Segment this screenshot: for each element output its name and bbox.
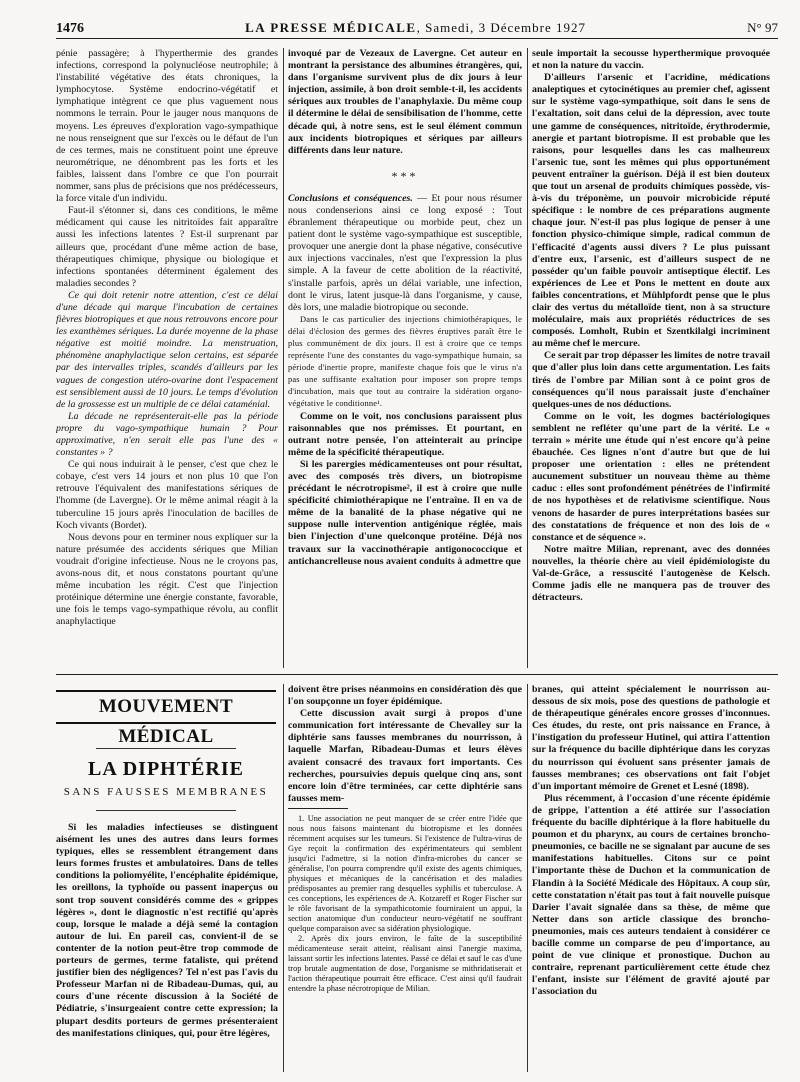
paragraph: seule importait la secousse hyperthermique provoquée et non la nature du vaccin. <box>532 48 770 72</box>
section-title: MOUVEMENT MÉDICAL <box>56 690 276 724</box>
paragraph: Ce qui nous induirait à le penser, c'est que chez le cobaye, c'est vers 14 jours et non plus 10 que l'on retrouve l'équivalent des manifestations sériques de l'homme (de Lavergne). Or le même animal réagit à la tuberculine 15 jours après l'inoculation de bacilles de Koch vivants (Bordet). <box>56 459 278 531</box>
section-separator: *** <box>391 168 419 183</box>
article-title: LA DIPHTÉRIE <box>88 758 244 780</box>
conclusions-heading: Conclusions et conséquences. <box>288 192 413 204</box>
paragraph: Cette discussion avait surgi à propos d'une communication fort intéressante de Chevalley sur la diphtérie sans fausses membranes du nourrisson, à laquelle Marfan, Ribadeau-Dumas et leurs élèves avaient consacré des travaux fort importants. Ces recherches, poursuivies depuis quelque cinq ans, sont encore loin d'être terminées, car cette diphtérie sans fausses mem- <box>288 708 522 804</box>
column-divider <box>283 48 284 668</box>
footnote-rule <box>288 808 348 809</box>
paragraph: Comme on le voit, nos conclusions paraissent plus raisonnables que nos prémisses. Et pourtant, en outrant notre pensée, l'on atteinterait au principe même de la spécificité thérapeutique. <box>288 410 522 458</box>
column-divider <box>283 684 284 1072</box>
paragraph: D'ailleurs l'arsenic et l'acridine, médications analeptiques et cytocinétiques au premier chef, agissent sur le système vago-sympathique, soit dans le sens de l'exaltation, soit dans celui de la dépression, avec toute une gamme de conséquences, nitritoïde, érythrodermie, anergie et partant biotropisme. Il est probable que les raisons, pour lesquelles dans les cas malheureux l'arsenic tue, sont les mêmes qui plus opportunément peuvent entraîner la guérison. Déjà il est bien douteux que tout un arsenal de produits chimiques possède, vis-à-vis du tréponème, un pouvoir microbicide réputé spécifique : le nombre de ces préparations augmente chaque jour. N'est-il pas plus logique de penser à une fonction physico-chimique simple, radical commun de l'efficacité d'agents aussi divers ? Le plus puissant d'entre eux, l'arsenic, est d'ailleurs suspect de ne posséder qu'un faible pouvoir antiseptique électif. Les expériences de Lee et Pons le mettent en doute aux faibles concentrations, et Mühlpfordt pense que le plus clair des vertus du métalloïde tient, non à sa structure moléculaire, mais aux propriétés réductrices de ses composés. Lomholt, Rubin et Szentkilalgi incriminent au même chef le mercure. <box>532 72 770 350</box>
title-rule <box>96 810 236 811</box>
column-divider <box>527 48 528 668</box>
article-subtitle: SANS FAUSSES MEMBRANES <box>63 786 269 798</box>
bottom-column-1 <box>56 822 278 1072</box>
bottom-column-3 <box>532 684 770 1072</box>
top-column-3 <box>532 48 770 668</box>
footnote: 2. Après dix jours environ, le faîte de la susceptibilité médicamenteuse serait atteint, réalisant ainsi l'anergie maxima, laissant sortir les infections latentes. Passé ce délai et sauf le cas d'une trop brutale augmentation de dose, l'organisme se mithridatiserait et l'action thérapeutique pourrait être efficace. C'est ainsi qu'il faudrait entendre la phase nécrotropique de Milian. <box>288 934 522 993</box>
paragraph: Plus récemment, à l'occasion d'une récente épidémie de grippe, l'attention a été attirée sur l'association fréquente du bacille diphtérique à la flore habituelle du poumon et du pharynx, au cours de certaines broncho-pneumonies, ce bacille ne se signalant par aucune de ses manifestations habituelles. Citons sur ce point l'importante thèse de Duchon et la communication de Flandin à la Société Médicale des Hôpitaux. A coup sûr, cette constatation n'était pas tout à fait nouvelle puisque Darier l'avait signalée dans sa thèse, de même que Netter dans son article classique des broncho-pneumonies, mais ces auteurs tendaient à considérer ce bacille comme un comparse de peu d'importance, au point de vue clinique et pronostique. Duchon au contraire, reprenant particulièrement cette étude chez l'enfant, insiste sur l'élément de gravité ajouté par l'association du <box>532 792 770 998</box>
section-divider <box>56 674 778 675</box>
journal-masthead <box>245 20 586 36</box>
top-column-1 <box>56 48 278 668</box>
paragraph: Si les maladies infectieuses se distinguent aisément les unes des autres dans leurs formes typiques, elles se ressemblent étrangement dans leurs formes frustes et ambulatoires. Dans de telles conditions la poliomyélite, l'encéphalite épidémique, les oreillons, la typhoïde ou passent inaperçus ou sont trop souvent considérés comme des « grippes légères », dont le diagnostic n'est rectifié qu'après coup, lorsque le malade a déjà semé la contagion autour de lui. En pareil cas, convient-il de se contenter de la notion peut-être trop commode de porteurs de germes, terme fataliste, qui prétend justifier bien des négligences? Tel n'est pas l'avis du Professeur Marfan ni de Ribadeau-Dumas, qui, au cours d'une récente discussion à la Société de Pédiatrie, s'insurgeaient contre cette expression; la plupart desdits porteurs de germes présenteraient des manifestations cliniques, qui, pour être légères, <box>56 822 278 1039</box>
paragraph: Si les parergies médicamenteuses ont pour résultat, avec des composés très divers, un biotropisme précédant le nécrotropisme², il est à croire que nulle spécificité chimiothérapique ne l'entraîne. Il en va de même de la banalité de la phase négative qui ne suppose nulle intervention antigénique réglée, mais bien l'injection d'une quelconque protéine. Déjà nos travaux sur la vaccinothérapie antigonococcique et antichancrelleuse nous avaient conduits à admettre que <box>288 458 522 567</box>
paragraph: — Et pour nous résumer nous condenserions ainsi ce long exposé : Tout ébranlement thérapeutique ou morbide peut, chez un patient dont le système vago-sympathique est susceptible, provoquer une anergie dont la phase négative, consécutive aux injections vaccinales, n'est que l'expression la plus simple. A la faveur de cette abolition de la réactivité, s'installe parfois, après un délai variable, une infection, dont le virus, latent jusque-là dans l'organisme, y cause, dès lors, une maladie biotropique ou seconde. <box>288 192 522 313</box>
paragraph: Notre maître Milian, reprenant, avec des données nouvelles, la théorie chère au vieil épidémiologiste du Val-de-Grâce, a ressuscité l'autogenèse de Kelsch. Comme jadis elle ne manquera pas de trouver des détracteurs. <box>532 543 770 604</box>
paragraph: Comme on le voit, les dogmes bactériologiques semblent ne refléter qu'une part de la vérité. Le « terrain » mérite une étude qui n'est encore qu'à peine ébauchée. Ces lignes n'ont d'autre but que de lui proposer une orientation : elles ne prétendent aucunement substituer un nouveau thème au thème caduc : elles sont profondément pénétrées de l'infirmité de nos hypothèses et de relativisme scientifique. Nous venons de hasarder de pures interprétations basées sur des constatations de fréquence et non des lois de « constance et de séquence ». <box>532 410 770 543</box>
paragraph: Ce qui doit retenir notre attention, c'est ce délai d'une décade qui marque l'incubation de certaines fièvres biotropiques et que nous retrouvons encore pour les exanthèmes sériques. La durée moyenne de la phase négative est moitié moindre. La menstruation, phénomène anaphylactique selon certains, est séparée par des intervalles triples, scandés d'ailleurs par les vagues de congestion utéro-ovarine dont l'espacement est sensiblement aussi de 10 jours. Le temps d'évolution de la grossesse est un multiple de ce délai cataménial. <box>56 289 278 410</box>
paragraph: La décade ne représenterait-elle pas la période propre du vago-sympathique humain ? Pour approximative, n'en serait elle pas l'une des « constantes » ? <box>56 410 278 459</box>
journal-name: LA PRESSE MÉDICALE <box>245 20 417 35</box>
paragraph: Dans le cas particulier des injections chimiothérapiques, le délai d'éclosion des germes des fièvres éruptives paraît être le plus communément de dix jours. Il est à croire que ce temps représente l'une des constantes du vago-sympathique humain, sa période d'inertie propre, manifeste chaque fois que le virus n'a pas une suffisante exaltation pour imposer son propre temps d'incubation, mais que tout au contraire la sidération organo-végétative le conditionne¹. <box>288 314 522 409</box>
paragraph: branes, qui atteint spécialement le nourrisson au-dessous de six mois, pose des questions de pathologie et de thérapeutique générales encore grosses d'inconnues. Ces études, du reste, ont pris naissance en France, à l'instigation du professeur Hutinel, qui attira l'attention sur la fréquence du bacille diphtérique dans les coryzas du nourrisson qui évoluent sans présenter jamais de fausses membranes; ces observations ont fait l'objet d'un important mémoire de Grenet et Lesné (1898). <box>532 684 770 792</box>
paragraph: Ce serait par trop dépasser les limites de notre travail que d'aller plus loin dans cette argumentation. Les faits tirés de l'ombre par Milian sont à ce point gros de conséquences qu'il nous paraissait juste d'enchaîner quelques-unes de nos déductions. <box>532 350 770 410</box>
top-column-2 <box>288 48 522 668</box>
paragraph: pénie passagère; à l'hyperthermie des grandes infections, correspond la polynucléose neutrophile; à l'instabilité végétative des états chroniques, la lymphocytose. Système endocrino-végétatif et lymphatique intègrent ce que plus vaguement nous nommons le terrain. Pour le jauger nous manquons de moyens. Les épreuves d'exploration vago-sympathique ne nous renseignent que sur l'excès ou le défaut de l'un de ces termes, mais ne constituent point une épreuve neurométrique, ne dénombrent pas les forts et les faibles, laissent dans l'ombre ce que l'on pourrait nommer, sans plus de précisions que nos prédécesseurs, la force vitale d'un individu. <box>56 48 278 205</box>
paragraph: invoqué par de Vezeaux de Lavergne. Cet auteur en montrant la persistance des albumines étrangères, qui, dans l'organisme survivent plus de dix jours à leur injection, assimile, à bon droit semble-t-il, les accidents sériques aux troubles de l'anaphylaxie. Du même coup il détermine le délai de sensibilisation de l'homme, cette décade qui, à notre sens, est le seul élément commun aux incidents biotropiques et sériques par ailleurs différents dans leur nature. <box>288 48 522 156</box>
page-number: 1476 <box>56 21 84 36</box>
paragraph: Faut-il s'étonner si, dans ces conditions, le même médicament qui cause les nitritoïdes fait apparaître aussi les infections latentes ? Est-il surprenant par ailleurs que, procédant d'une même action de base, thérapeutiques chimique, physique ou biologique et infections spontanées déterminent également des maladies secondes ? <box>56 205 278 289</box>
title-rule <box>96 748 236 749</box>
running-header <box>56 20 778 39</box>
footnote: 1. Une association ne peut manquer de se créer entre l'idée que nous nous faisons maintenant du biotropisme et les données récemment acquises sur les tumeurs. Si l'existence de l'ultra-virus de Gye reçoit la confirmation des expérimentateurs qui semblent jusqu'ici l'admettre, si la notion d'infra-microbes du cancer se généralise, l'on pourra comprendre qu'il existe des agents chimiques, physiques et mécaniques de la cancérisation et des maladies prédisposantes au premier rang desquelles syphilis et tuberculose. A ces conceptions, les expériences de A. Kotzareff et Roger Fischer sur le rôle favorisant de la sympathicotomie fourniraient un appui, la section anatomique d'un conducteur neuro-végétatif ne souffrant quelque comparaison avec sa sidération physiologique. <box>288 814 522 933</box>
bottom-column-2 <box>288 684 522 804</box>
footnotes <box>288 814 522 1072</box>
paragraph: doivent être prises néanmoins en considération dès que l'on soupçonne un foyer épidémique. <box>288 684 522 708</box>
issue-number: N° 97 <box>747 20 778 35</box>
issue-date: , Samedi, 3 Décembre 1927 <box>416 20 587 35</box>
column-divider <box>527 684 528 1072</box>
paragraph: Nous devons pour en terminer nous expliquer sur la nature présumée des accidents sériques que Milian voudrait d'origine infectieuse. Nous ne le croyons pas, avons-nous dit, et nous constatons pourtant qu'une même incubation les régit. C'est que l'injection protéinique détermine une énergie constante, favorable, une fois le temps vago-sympathique révolu, au conflit anaphylactique <box>56 531 278 628</box>
